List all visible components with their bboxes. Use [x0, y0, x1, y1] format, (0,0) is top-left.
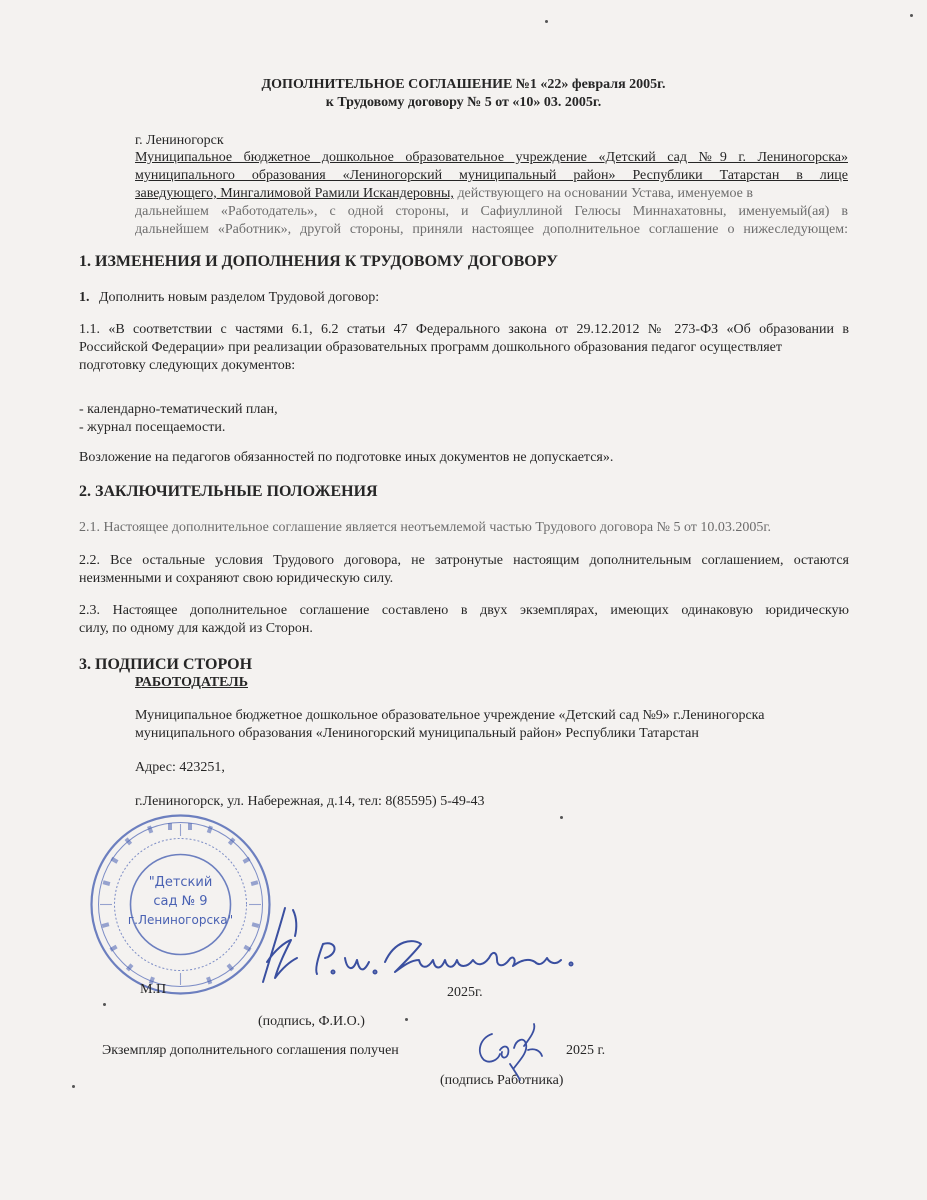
intro-line-2: муниципального образования «Лениногорский муниципальный район» Республики Татарстан в лице: [135, 168, 848, 183]
seal-line-2: сад № 9: [153, 894, 208, 909]
intro-line-3: [135, 186, 848, 202]
scan-speck: [405, 1018, 408, 1021]
employer-label: РАБОТОДАТЕЛЬ: [135, 675, 248, 690]
seal-line-1: "Детский: [148, 875, 213, 890]
received-text: Экземпляр дополнительного соглашения получен: [102, 1043, 399, 1058]
item-1-1-line-2: Российской Федерации» при реализации образовательных программ дошкольного образования педагог осуществляет: [79, 340, 782, 355]
section-1-heading: 1. ИЗМЕНЕНИЯ И ДОПОЛНЕНИЯ К ТРУДОВОМУ ДОГОВОРУ: [79, 253, 558, 270]
document-list-item-2: - журнал посещаемости.: [79, 420, 226, 435]
mp-label: М.П: [140, 982, 167, 997]
worker-signature: [470, 1020, 550, 1082]
director-name: заведующего, Мингалимовой Рамили Искандеровны,: [135, 186, 454, 201]
intro-line-3-rest: действующего на основании Устава, именуемое в: [453, 186, 753, 201]
scan-speck: [910, 14, 913, 17]
document-subtitle: к Трудовому договору № 5 от «10» 03. 2005г.: [325, 95, 602, 110]
seal-line-3: г.Лениногорска": [127, 913, 234, 927]
intro-line-4: дальнейшем «Работодатель», с одной стороны, и Сафиуллиной Гелюсы Миннахатовны, именуемый(ая) в: [135, 204, 848, 219]
item-2-2-line-2: неизменными и сохраняют свою юридическую силу.: [79, 571, 394, 586]
address-line: г.Лениногорск, ул. Набережная, д.14, тел: 8(85595) 5-49-43: [135, 794, 485, 809]
section-2-heading: 2. ЗАКЛЮЧИТЕЛЬНЫЕ ПОЛОЖЕНИЯ: [79, 483, 378, 500]
scan-speck: [103, 1003, 106, 1006]
item-1-number: 1.: [79, 290, 90, 305]
item-2-3-line-2: силу, по одному для каждой из Сторон.: [79, 621, 313, 636]
signature-year: 2025г.: [447, 985, 483, 1000]
scan-speck: [72, 1085, 75, 1088]
item-1-text: Дополнить новым разделом Трудовой договор:: [99, 290, 380, 305]
received-year: 2025 г.: [566, 1043, 606, 1058]
section-3-heading: 3. ПОДПИСИ СТОРОН: [79, 656, 253, 673]
item-2-1: 2.1. Настоящее дополнительное соглашение является неотъемлемой частью Трудового договора № 5 от 10.03.2005г.: [79, 520, 772, 535]
signature-caption: (подпись, Ф.И.О.): [258, 1014, 365, 1029]
scan-speck: [560, 816, 563, 819]
document-title: ДОПОЛНИТЕЛЬНОЕ СОГЛАШЕНИЕ №1 «22» февраля 2005г.: [261, 77, 666, 92]
item-1-1-line-1: 1.1. «В соответствии с частями 6.1, 6.2 статьи 47 Федерального закона от 29.12.2012 № 273-ФЗ «Об образовании в: [79, 322, 849, 337]
address-label: Адрес: 423251,: [135, 760, 225, 775]
intro-line-1: Муниципальное бюджетное дошкольное образовательное учреждение «Детский сад №9 г. Лениногорска»: [135, 150, 848, 165]
city-label: г. Лениногорск: [135, 133, 224, 148]
item-1-1-line-3: подготовку следующих документов:: [79, 358, 296, 373]
section-1-item-1: [79, 290, 379, 306]
intro-line-5: дальнейшем «Работник», другой стороны, приняли настоящее дополнительное соглашение о нижеследующем:: [135, 222, 848, 237]
item-2-2-line-1: 2.2. Все остальные условия Трудового договора, не затронутые настоящим дополнительным соглашением, остаются: [79, 553, 849, 568]
scan-speck: [545, 20, 548, 23]
director-signature: [245, 900, 585, 990]
worker-signature-caption: (подпись Работника): [440, 1073, 564, 1088]
employer-name-line-1: Муниципальное бюджетное дошкольное образовательное учреждение «Детский сад №9» г.Лениногорска: [135, 708, 765, 723]
document-list-item-1: - календарно-тематический план,: [79, 402, 278, 417]
employer-name-line-2: муниципального образования «Лениногорский муниципальный район» Республики Татарстан: [135, 726, 699, 741]
item-2-3-line-1: 2.3. Настоящее дополнительное соглашение составлено в двух экземплярах, имеющих одинаковую юридическую: [79, 603, 849, 618]
section-1-closing: Возложение на педагогов обязанностей по подготовке иных документов не допускается».: [79, 450, 614, 465]
